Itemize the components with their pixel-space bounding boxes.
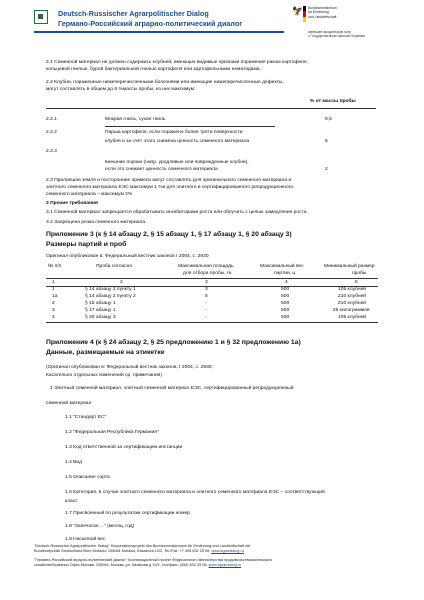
footer-de-link[interactable]: www.agrardialog.ru <box>211 549 244 553</box>
table-cell: § 15 абзацу 1 <box>85 301 116 306</box>
table-cell: 500 <box>281 294 290 299</box>
footer-de-line: Bundesrepublik Deutschland Büro Moskau: 105064 Moskau, Kasakova 10/2, Tel./Fax: +7 495 632 25 08, www.agrardialog.ru <box>34 549 244 553</box>
row-text: Парша картофеля, если поражено более трети поверхности <box>105 130 243 135</box>
label-item: 1.1 "Стандарт ЕС" <box>65 415 107 420</box>
para-2-2-line1: 2.2 Клубни, пораженные нижеперечисленными болезнями или имеющие нижеперечисленные дефекты, <box>46 80 284 85</box>
table-cell: § 20 абзацу 3 <box>85 315 116 320</box>
table-rule <box>46 278 378 279</box>
table-cell: 3 <box>205 287 208 292</box>
table-cell: 105 клубней <box>338 315 367 320</box>
table-colnum: 2 <box>120 280 123 285</box>
label-item: 1.7 Присвоенный по результатам сертификации номер <box>65 511 190 516</box>
para-2-3-line2: элитного семенного материала ЕЭС максимум 1 %и для элитного и сертифицированного репродукционного <box>46 185 294 190</box>
table-header-size: пробы <box>352 271 367 276</box>
label-item: 1.9 Насыпной вес <box>65 537 106 542</box>
row-num: 2.2.2 <box>46 130 57 135</box>
table-cell: 500 <box>281 301 290 306</box>
footer-ru-line: "Германо-Российский аграрно-политический диалог" Кооперационный проект Федерального министерства продовольствияисельского <box>34 558 273 562</box>
table-cell: 500 <box>281 315 290 320</box>
row-value: 5 <box>325 139 328 144</box>
table-cell: 5 <box>205 294 208 299</box>
table-cell: 210 клубней <box>338 294 367 299</box>
table-cell: 25 килограммов <box>333 308 370 313</box>
appendix-3-note: Оригинал опубликован в: Федеральный вестник законов I 2004, с. 2930 <box>46 254 209 259</box>
header-title-de: Deutsch-Russischer Agrarpolitischer Dialog <box>58 9 209 18</box>
appendix-4-note: (Оригинал опубликован в: Федеральный вестник законов, I 2004, с. 2930; <box>46 365 213 370</box>
label-item: 1.2 "Федеральная Республика Германия" <box>65 430 159 435</box>
table-header-area: для отбора пробы, га <box>183 271 232 276</box>
table-colnum: 1 <box>52 280 55 285</box>
row-text: Мокрая гниль, сухая гниль <box>105 117 166 122</box>
footer-de-line: "Deutsch-Russischer Agrarpolitischer Dialog" Kooperationsprojekt des Bundesministeriums für Ernährung und Landwirtschaft der <box>34 544 251 548</box>
page-footer <box>34 544 390 568</box>
table-header-size: Минимальный размер <box>324 264 375 269</box>
table-header-num: № п/п <box>48 264 62 269</box>
row-text: клубня и за счет этого снижена ценность семенного материала <box>105 139 250 144</box>
federal-eagle-icon: 🦅 <box>292 6 304 16</box>
label-item: класс <box>65 499 78 504</box>
table-cell: § 14 абзацу 2 пункту 1 <box>85 287 136 292</box>
appendix-3-subtitle: Размеры партий и проб <box>46 241 127 248</box>
table-cell: 210 клубней <box>338 301 367 306</box>
label-item: 1.6 Категория, в случае элитного семенного материала и элитного семенного материала ЕЭС – соответствующий <box>65 490 325 495</box>
row-value: 2 <box>325 167 328 172</box>
para-2-2-line2: могут составлять в общем до 6 %массы пробы, из них максимум: <box>46 87 196 92</box>
label-item: 1.4 Вид <box>65 460 83 465</box>
table-header-sample: Проба согласно <box>96 264 133 269</box>
para-3-2: 3.2 Запрещена резка семенного материала. <box>46 220 147 225</box>
appendix-4-title: Приложение 4 (к § 24 абзацу 2, § 25 предложению 1 и § 32 предложению 1а) <box>46 339 301 346</box>
section-3-heading: 3 Прочие требования <box>46 201 98 206</box>
para-2-3-line3: семенного материала – максимум 2% <box>46 192 133 197</box>
table-cell: § 17 абзацу 1 <box>85 308 116 313</box>
ministry-note: имеющее юридическую силу с Государственным законом Германии <box>308 30 366 38</box>
appendix-4-subtitle: Данные, размещаемые на этикетке <box>46 349 165 356</box>
label-item: 1.8 "Запечатан ..." (месяц, год) <box>65 524 135 529</box>
row-text: если это снижает ценность семенного материала <box>105 167 218 172</box>
table-header-weight: Максимальный вес <box>260 264 304 269</box>
row-text: внешние пороки (напр. уродливые или поврежденные клубни), <box>105 160 249 165</box>
row-num: 2.2.3 <box>46 149 57 154</box>
table-cell: 105 клубней <box>338 287 367 292</box>
table-cell: 1а <box>52 294 58 299</box>
appendix-3-title: Приложение 3 (к § 14 абзацу 2, § 15 абзацу 1, § 17 абзацу 1, § 20 абзацу 3) <box>46 231 292 238</box>
para-2-1-line2: кольцевой гнилью, бурой бактериальной гнилью картофеля или картофельными нематодами. <box>46 67 261 72</box>
table-cell: - <box>205 308 207 313</box>
table-cell: - <box>205 301 207 306</box>
row-rule <box>105 126 275 127</box>
label-para-1: семенной материал <box>46 401 92 406</box>
label-item: 1.3 Код ответственной за сертификацию инстанции <box>65 445 183 450</box>
para-2-1-line1: 2.1 Семенной материал не должен содержать клубней, имеющих видимые признаки поражения раком картофеля, <box>46 60 308 65</box>
table-cell: § 14 абзацу 2 пункту 2 <box>85 294 136 299</box>
table-cell: 4 <box>52 315 55 320</box>
table-colnum: 5 <box>355 280 358 285</box>
header-divider <box>34 31 284 33</box>
column-header-mass: % от массы пробы <box>310 99 356 104</box>
table-header-area: Максимальная площадь <box>178 264 234 269</box>
ministry-name: Bundesministerium für Ernährung und Landwirtschaft <box>308 6 337 19</box>
para-2-3-line1: 2.3 Прилипшая земля и посторонние примеси могут составлять для оригинального семенного материала и <box>46 178 292 183</box>
label-para-1: 1 Элитный семенной материал, элитный семенной материал ЕЭС, сертифицированный репродукционный <box>50 386 294 391</box>
row-num: 2.2.1 <box>46 117 57 122</box>
header-title-ru: Германо-Российский аграрно-политический диалог <box>58 19 243 28</box>
table-cell: 2 <box>52 301 55 306</box>
table-cell: 500 <box>281 287 290 292</box>
table-rule <box>46 108 376 109</box>
table-cell: - <box>205 315 207 320</box>
para-3-1: 3.1 Семенной материал запрещается обрабатывать ингибиторами роста или облучать с целью замедления роста. <box>46 210 308 215</box>
table-colnum: 3 <box>205 280 208 285</box>
german-flag-icon <box>303 6 306 22</box>
label-item: 1.5 Описание сорта <box>65 475 110 480</box>
table-rule <box>46 322 378 323</box>
table-colnum: 4 <box>285 280 288 285</box>
row-value: 0,5 <box>325 117 332 122</box>
table-cell: 1 <box>52 287 55 292</box>
table-cell: 500 <box>281 308 290 313</box>
table-cell: 3 <box>52 308 55 313</box>
table-header-weight: партии, ц <box>274 271 296 276</box>
dialog-logo-icon <box>34 10 48 24</box>
footer-ru-line: хозяйстваГермании Офис Москва: 105064, Москва, ул. Казакова д 10/2, тел/факс: (495) 632 25 08, www.agrardialog.ru <box>34 563 242 567</box>
footer-ru-link[interactable]: www.agrardialog.ru <box>208 563 242 567</box>
appendix-4-note: Касательно отдельных изменений ср. примечания) <box>46 373 162 378</box>
page-header <box>0 0 424 40</box>
